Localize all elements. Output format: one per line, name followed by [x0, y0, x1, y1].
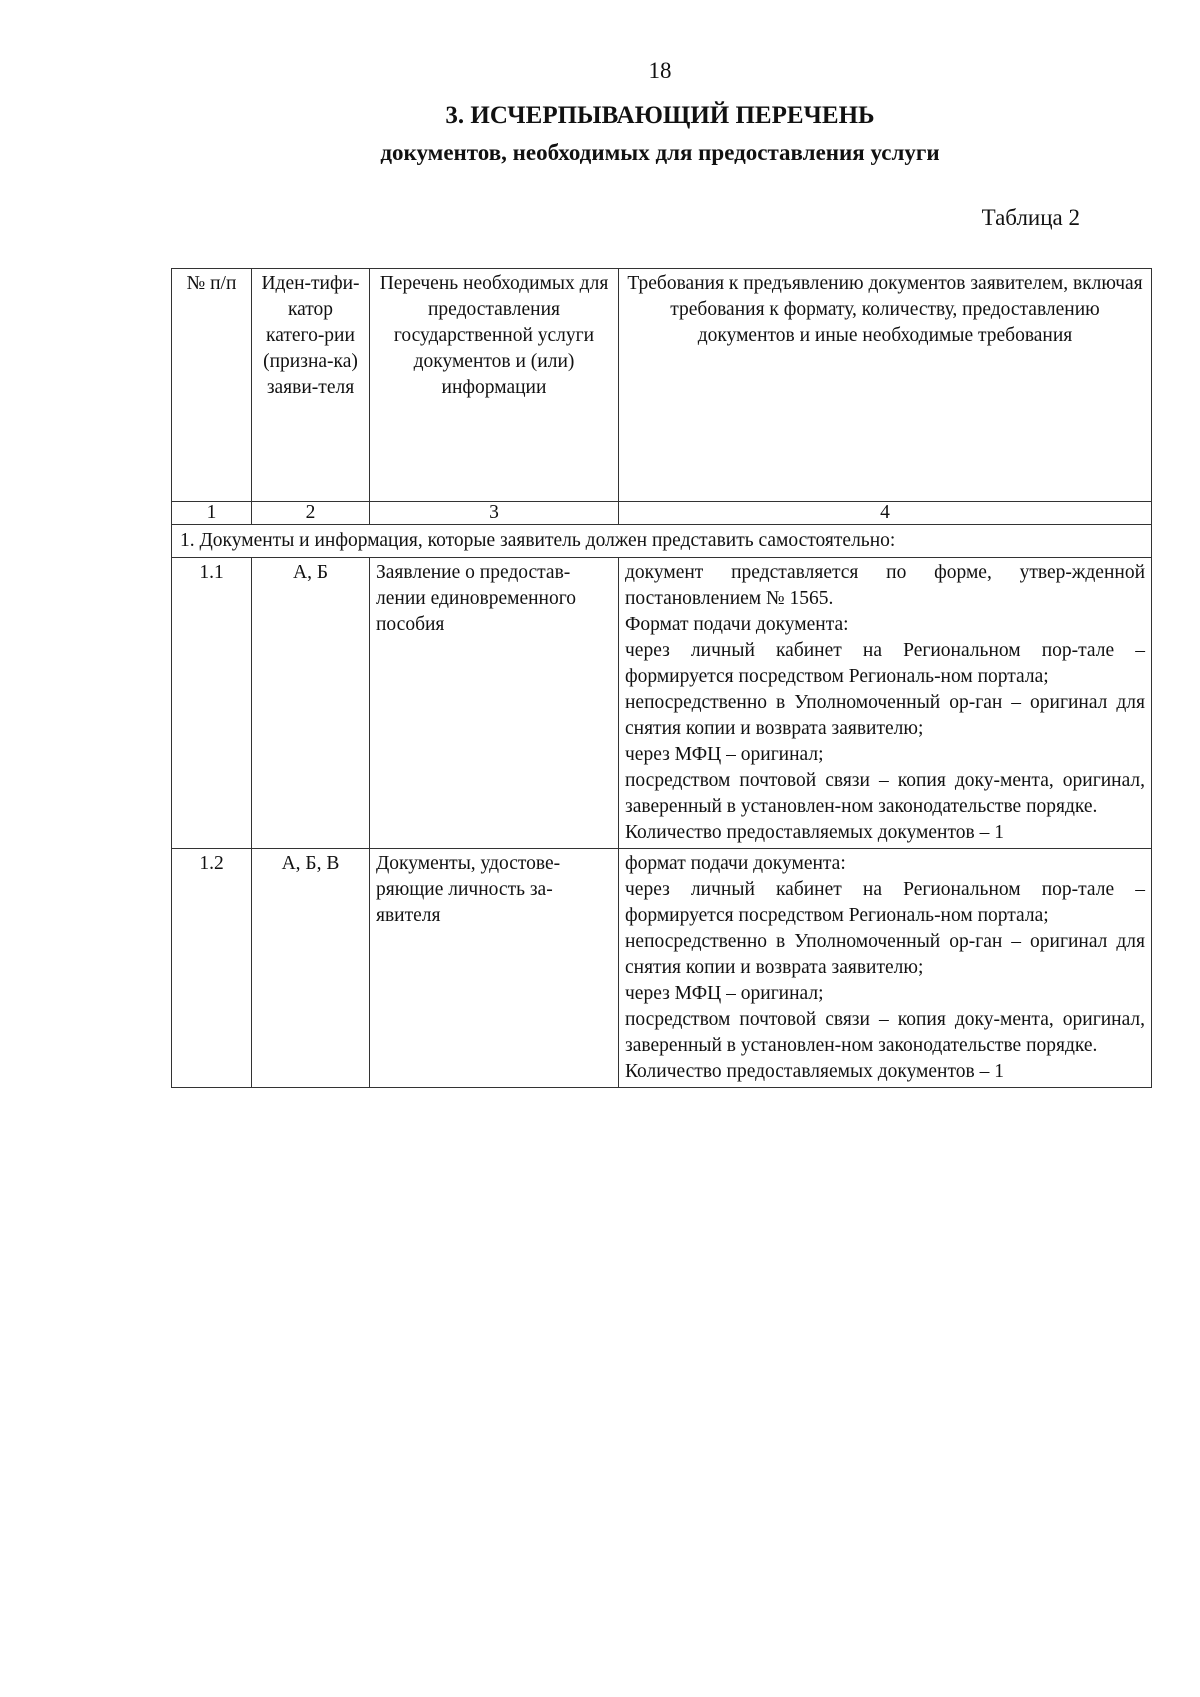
row-requirements	[619, 558, 1152, 849]
requirement-line: посредством почтовой связи – копия доку-мента, оригинал, заверенный в установлен-ном законодательстве порядке.	[625, 1009, 1145, 1056]
header-number: № п/п	[172, 269, 252, 502]
row-number: 1.2	[172, 849, 252, 1088]
requirement-line: формат подачи документа:	[625, 853, 846, 874]
requirement-line: через личный кабинет на Региональном пор-тале – формируется посредством Региональ-ном портала;	[625, 879, 1145, 926]
table-row	[172, 558, 1152, 849]
column-number: 1	[172, 502, 252, 525]
table-row	[172, 849, 1152, 1088]
page-number: 18	[648, 58, 672, 83]
requirement-line: непосредственно в Уполномоченный ор-ган – оригинал для снятия копии и возврата заявителю;	[625, 931, 1145, 978]
requirement-line: через МФЦ – оригинал;	[625, 983, 824, 1004]
header-document: Перечень необходимых для предоставления государственной услуги документов и (или) информации	[370, 269, 619, 502]
table-header-row	[172, 269, 1152, 502]
requirement-line: через личный кабинет на Региональном пор-тале – формируется посредством Региональ-ном портала;	[625, 640, 1145, 687]
row-requirements	[619, 849, 1152, 1088]
row-number: 1.1	[172, 558, 252, 849]
column-number-row	[172, 502, 1152, 525]
requirement-line: непосредственно в Уполномоченный ор-ган – оригинал для снятия копии и возврата заявителю;	[625, 692, 1145, 739]
section-subtitle: документов, необходимых для предоставления услуги	[380, 140, 940, 165]
row-category: А, Б	[252, 558, 370, 849]
requirement-line: через МФЦ – оригинал;	[625, 744, 824, 765]
requirement-line: Количество предоставляемых документов – 1	[625, 1061, 1004, 1082]
row-category: А, Б, В	[252, 849, 370, 1088]
requirement-line: Количество предоставляемых документов – 1	[625, 822, 1004, 843]
section-title: 3. ИСЧЕРПЫВАЮЩИЙ ПЕРЕЧЕНЬ	[445, 102, 875, 129]
header-category: Иден-тифи-катор катего-рии (призна-ка) заяви-теля	[252, 269, 370, 502]
header-requirements: Требования к предъявлению документов заявителем, включая требования к формату, количеству, предоставлению документов и иные необходимые требования	[619, 269, 1152, 502]
documents-table	[171, 268, 1152, 1088]
column-number: 2	[252, 502, 370, 525]
requirement-line: документ представляется по форме, утвер-жденной постановлением № 1565.	[625, 562, 1145, 609]
row-document: Документы, удостове-ряющие личность за-явителя	[370, 849, 619, 1088]
requirement-line: Формат подачи документа:	[625, 614, 849, 635]
section-heading: 1. Документы и информация, которые заявитель должен представить самостоятельно:	[172, 525, 1152, 558]
column-number: 3	[370, 502, 619, 525]
section-row	[172, 525, 1152, 558]
column-number: 4	[619, 502, 1152, 525]
row-document: Заявление о предостав-лении единовременного пособия	[370, 558, 619, 849]
requirement-line: посредством почтовой связи – копия доку-мента, оригинал, заверенный в установлен-ном законодательстве порядке.	[625, 770, 1145, 817]
table-label: Таблица 2	[981, 205, 1080, 230]
